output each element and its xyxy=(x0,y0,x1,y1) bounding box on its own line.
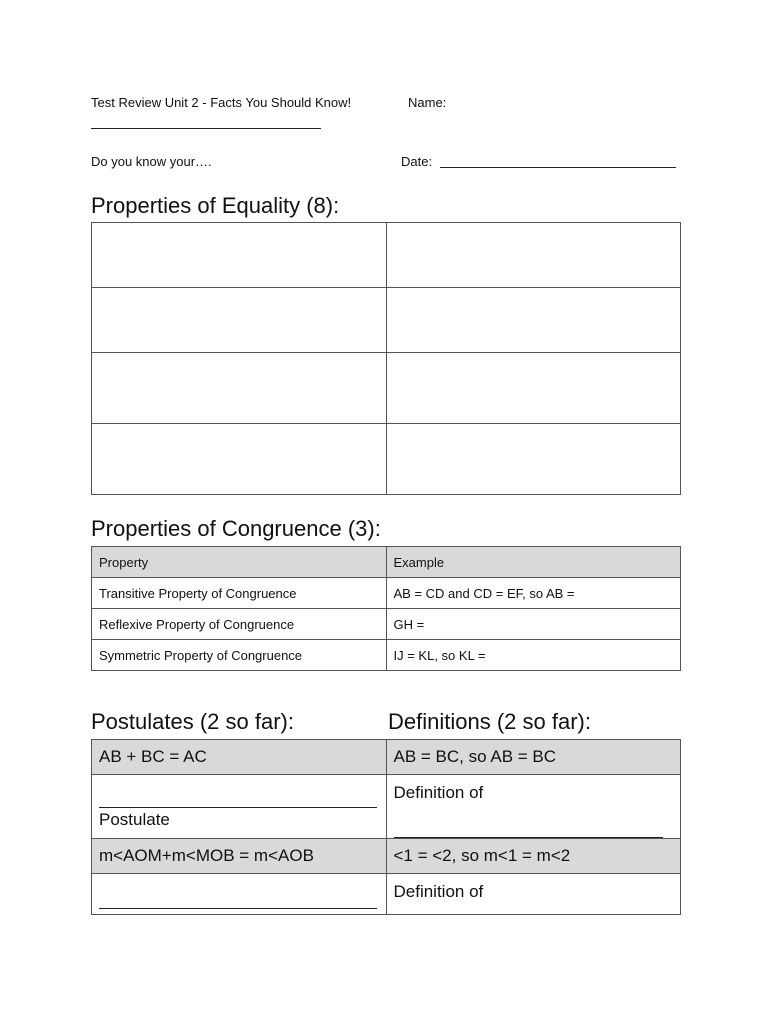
definition-cell xyxy=(386,775,681,839)
name-blank-line xyxy=(91,128,321,129)
congruence-heading: Properties of Congruence (3): xyxy=(91,516,381,541)
example-cell: GH = xyxy=(386,609,681,640)
table-row xyxy=(92,353,681,424)
table-row xyxy=(92,640,681,671)
date-label: Date: xyxy=(401,154,433,169)
column-header-property: Property xyxy=(92,547,387,578)
definition-prefix: Definition of xyxy=(393,882,484,901)
table-cell xyxy=(386,353,681,424)
table-cell xyxy=(92,424,387,495)
table-cell xyxy=(386,288,681,353)
example-cell: IJ = KL, so KL = xyxy=(386,640,681,671)
postulate-cell: AB + BC = AC xyxy=(92,740,387,775)
postulate-name-blank xyxy=(99,807,377,808)
table-row xyxy=(92,874,681,915)
table-cell xyxy=(92,353,387,424)
property-cell: Symmetric Property of Congruence xyxy=(92,640,387,671)
table-cell xyxy=(386,424,681,495)
table-row xyxy=(92,839,681,874)
equality-table xyxy=(91,222,681,495)
table-row xyxy=(92,424,681,495)
name-label: Name: xyxy=(408,95,447,110)
example-cell: AB = CD and CD = EF, so AB = xyxy=(386,578,681,609)
column-header-example: Example xyxy=(386,547,681,578)
definition-prefix: Definition of xyxy=(393,783,484,802)
postulates-heading: Postulates (2 so far): xyxy=(91,709,294,734)
table-row xyxy=(92,775,681,839)
table-row xyxy=(92,609,681,640)
property-cell: Transitive Property of Congruence xyxy=(92,578,387,609)
table-cell xyxy=(386,223,681,288)
postulate-cell: m<AOM+m<MOB = m<AOB xyxy=(92,839,387,874)
definition-cell xyxy=(386,874,681,915)
definitions-heading: Definitions (2 so far): xyxy=(388,709,591,734)
table-row xyxy=(92,223,681,288)
worksheet-subtitle: Do you know your…. xyxy=(91,154,212,169)
table-row xyxy=(92,740,681,775)
postulate-name-blank xyxy=(99,908,377,909)
congruence-table xyxy=(91,546,681,671)
property-cell: Reflexive Property of Congruence xyxy=(92,609,387,640)
worksheet-title: Test Review Unit 2 - Facts You Should Know! xyxy=(91,95,352,110)
postulate-cell xyxy=(92,874,387,915)
postulates-definitions-table xyxy=(91,739,681,915)
postulate-cell xyxy=(92,775,387,839)
date-blank-line xyxy=(440,167,676,168)
equality-heading: Properties of Equality (8): xyxy=(91,193,340,218)
definition-cell: <1 = <2, so m<1 = m<2 xyxy=(386,839,681,874)
definition-cell: AB = BC, so AB = BC xyxy=(386,740,681,775)
table-row xyxy=(92,288,681,353)
table-row xyxy=(92,578,681,609)
table-cell xyxy=(92,223,387,288)
table-cell xyxy=(92,288,387,353)
table-header-row xyxy=(92,547,681,578)
postulate-suffix: Postulate xyxy=(99,810,170,829)
